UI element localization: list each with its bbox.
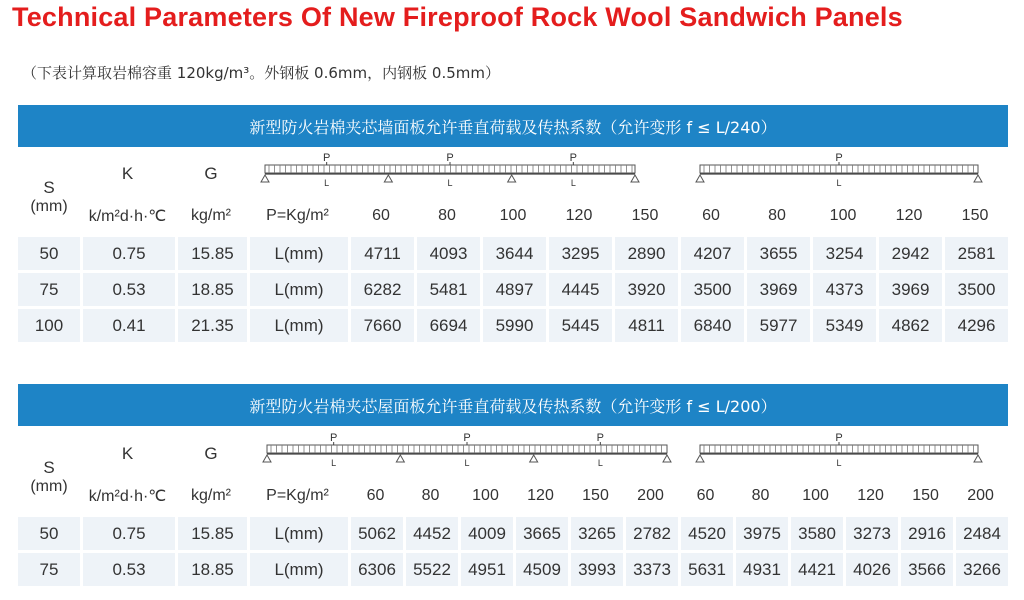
roof-three-span-load-bar [267, 445, 667, 453]
roof-load-row [18, 478, 1008, 514]
span-value-cell: 3500 [942, 273, 1008, 306]
span-value-cell: 2782 [623, 517, 678, 550]
span-value-cell: 4951 [458, 553, 513, 586]
k-value-cell: 0.53 [80, 553, 175, 586]
span-value-cell: 3969 [876, 273, 942, 306]
span-label-cell: L(mm) [247, 309, 348, 342]
wall-three-span-load-label: P [446, 152, 454, 164]
load-value: 80 [744, 198, 810, 234]
span-value-cell: 2942 [876, 237, 942, 270]
span-value-cell: 3920 [612, 273, 678, 306]
span-value-cell: 4811 [612, 309, 678, 342]
k-value-cell: 0.41 [80, 309, 175, 342]
span-value-cell: 3373 [623, 553, 678, 586]
load-value: 60 [678, 478, 733, 514]
span-value-cell: 2484 [953, 517, 1008, 550]
load-value: 80 [733, 478, 788, 514]
span-value-cell: 5445 [546, 309, 612, 342]
span-value-cell: 3580 [788, 517, 843, 550]
k-value-cell: 0.75 [80, 517, 175, 550]
table-row [18, 553, 1008, 586]
wall-three-span-load-label: P [569, 152, 578, 164]
wall-three-span-load-label: P [322, 152, 331, 164]
span-value-cell: 3975 [733, 517, 788, 550]
col-s-unit: (mm) [18, 198, 80, 234]
thickness-cell: 50 [18, 237, 80, 270]
wall-three-span-load-bar [265, 165, 635, 173]
col-k-label: K [121, 444, 134, 463]
wall-single-span-diagram [678, 150, 1008, 198]
load-value: 200 [953, 478, 1008, 514]
span-value-cell: 2581 [942, 237, 1008, 270]
weight-cell: 18.85 [175, 553, 247, 586]
load-value: 100 [788, 478, 843, 514]
wall-three-span-diagram [247, 150, 678, 198]
span-value-cell: 3273 [843, 517, 898, 550]
roof-three-span-span-label: L [331, 458, 337, 468]
calculation-note: （下表计算取岩棉容重 120kg/m³。外钢板 0.6mm，内钢板 0.5mm） [22, 64, 500, 82]
weight-cell: 15.85 [175, 517, 247, 550]
roof-single-span-load-bar [700, 445, 978, 453]
span-value-cell: 6282 [348, 273, 414, 306]
wall-three-span-support-icon [261, 175, 269, 182]
load-value: 120 [843, 478, 898, 514]
load-value: 60 [348, 198, 414, 234]
span-value-cell: 6840 [678, 309, 744, 342]
table-row [18, 517, 1008, 550]
roof-table [18, 430, 1008, 586]
span-value-cell: 5631 [678, 553, 733, 586]
span-value-cell: 6694 [414, 309, 480, 342]
span-value-cell: 4093 [414, 237, 480, 270]
span-value-cell: 3993 [568, 553, 623, 586]
col-k-label: K [121, 164, 134, 183]
span-value-cell: 4296 [942, 309, 1008, 342]
span-value-cell: 4373 [810, 273, 876, 306]
wall-load-row [18, 198, 1008, 234]
col-s-label: S [43, 458, 55, 477]
page-title: Technical Parameters Of New Fireproof Rock Wool Sandwich Panels [12, 2, 903, 32]
span-value-cell: 5522 [403, 553, 458, 586]
col-p-label: P=Kg/m² [247, 478, 348, 514]
span-value-cell: 4009 [458, 517, 513, 550]
load-value: 60 [348, 478, 403, 514]
thickness-cell: 75 [18, 273, 80, 306]
roof-three-span-support-icon [396, 455, 404, 462]
span-value-cell: 3295 [546, 237, 612, 270]
load-value: 80 [403, 478, 458, 514]
span-value-cell: 3665 [513, 517, 568, 550]
span-value-cell: 3969 [744, 273, 810, 306]
col-s-unit: (mm) [18, 478, 80, 514]
roof-three-span-support-icon [263, 455, 271, 462]
roof-single-span-support-icon [974, 455, 982, 462]
roof-three-span-span-label: L [464, 458, 470, 468]
load-value: 200 [623, 478, 678, 514]
load-value: 100 [458, 478, 513, 514]
span-value-cell: 5062 [348, 517, 403, 550]
thickness-cell: 75 [18, 553, 80, 586]
span-value-cell: 3500 [678, 273, 744, 306]
span-label-cell: L(mm) [247, 553, 348, 586]
load-value: 120 [876, 198, 942, 234]
wall-single-span-load-label: P [835, 152, 843, 164]
load-value: 150 [898, 478, 953, 514]
span-value-cell: 4711 [348, 237, 414, 270]
col-g-label: G [204, 164, 218, 183]
span-value-cell: 4509 [513, 553, 568, 586]
span-value-cell: 5977 [744, 309, 810, 342]
span-value-cell: 4897 [480, 273, 546, 306]
span-value-cell: 3566 [898, 553, 953, 586]
span-value-cell: 2890 [612, 237, 678, 270]
span-value-cell: 2916 [898, 517, 953, 550]
span-value-cell: 5481 [414, 273, 480, 306]
wall-three-span-support-icon [508, 175, 516, 182]
col-g-unit: kg/m² [175, 198, 247, 234]
wall-table-banner: 新型防火岩棉夹芯墙面板允许垂直荷载及传热系数（允许变形 f ≤ L/240） [18, 105, 1008, 147]
span-value-cell: 4931 [733, 553, 788, 586]
load-value: 100 [810, 198, 876, 234]
load-value: 150 [942, 198, 1008, 234]
weight-cell: 21.35 [175, 309, 247, 342]
wall-table [18, 150, 1008, 342]
roof-single-span-span-label: L [836, 458, 842, 468]
span-value-cell: 4421 [788, 553, 843, 586]
wall-single-span-support-icon [696, 175, 704, 182]
roof-three-span-support-icon [530, 455, 538, 462]
thickness-cell: 100 [18, 309, 80, 342]
roof-three-span-load-label: P [463, 432, 471, 444]
span-value-cell: 4207 [678, 237, 744, 270]
wall-single-span-span-label: L [836, 178, 842, 188]
load-value: 80 [414, 198, 480, 234]
span-value-cell: 4520 [678, 517, 733, 550]
roof-table-banner: 新型防火岩棉夹芯屋面板允许垂直荷载及传热系数（允许变形 f ≤ L/200） [18, 384, 1008, 426]
wall-three-span-support-icon [384, 175, 392, 182]
thickness-cell: 50 [18, 517, 80, 550]
wall-single-span-support-icon [974, 175, 982, 182]
col-k-unit: k/m²d·h·℃ [80, 198, 175, 234]
wall-three-span-support-icon [631, 175, 639, 182]
span-value-cell: 3265 [568, 517, 623, 550]
weight-cell: 18.85 [175, 273, 247, 306]
span-value-cell: 4026 [843, 553, 898, 586]
span-value-cell: 4445 [546, 273, 612, 306]
roof-three-span-load-label: P [596, 432, 605, 444]
col-p-label: P=Kg/m² [247, 198, 348, 234]
table-row [18, 309, 1008, 342]
wall-three-span-span-label: L [447, 178, 453, 188]
k-value-cell: 0.53 [80, 273, 175, 306]
span-value-cell: 3266 [953, 553, 1008, 586]
col-g-label: G [204, 444, 218, 463]
weight-cell: 15.85 [175, 237, 247, 270]
table-row [18, 273, 1008, 306]
load-value: 100 [480, 198, 546, 234]
span-value-cell: 3644 [480, 237, 546, 270]
load-value: 60 [678, 198, 744, 234]
roof-single-span-support-icon [696, 455, 704, 462]
load-value: 150 [568, 478, 623, 514]
table-row [18, 237, 1008, 270]
span-value-cell: 6306 [348, 553, 403, 586]
col-s-label: S [43, 178, 55, 197]
col-k-unit: k/m²d·h·℃ [80, 478, 175, 514]
roof-three-span-load-label: P [329, 432, 338, 444]
span-value-cell: 4862 [876, 309, 942, 342]
col-g-unit: kg/m² [175, 478, 247, 514]
span-value-cell: 3655 [744, 237, 810, 270]
load-value: 150 [612, 198, 678, 234]
roof-three-span-support-icon [663, 455, 671, 462]
roof-single-span-diagram [678, 430, 1008, 478]
span-label-cell: L(mm) [247, 273, 348, 306]
span-label-cell: L(mm) [247, 237, 348, 270]
wall-three-span-span-label: L [570, 178, 576, 188]
span-value-cell: 5990 [480, 309, 546, 342]
span-label-cell: L(mm) [247, 517, 348, 550]
wall-single-span-load-bar [700, 165, 978, 173]
span-value-cell: 4452 [403, 517, 458, 550]
k-value-cell: 0.75 [80, 237, 175, 270]
wall-three-span-span-label: L [324, 178, 330, 188]
load-value: 120 [546, 198, 612, 234]
roof-three-span-span-label: L [597, 458, 603, 468]
load-value: 120 [513, 478, 568, 514]
span-value-cell: 3254 [810, 237, 876, 270]
span-value-cell: 5349 [810, 309, 876, 342]
span-value-cell: 7660 [348, 309, 414, 342]
roof-single-span-load-label: P [835, 432, 843, 444]
roof-three-span-diagram [247, 430, 678, 478]
